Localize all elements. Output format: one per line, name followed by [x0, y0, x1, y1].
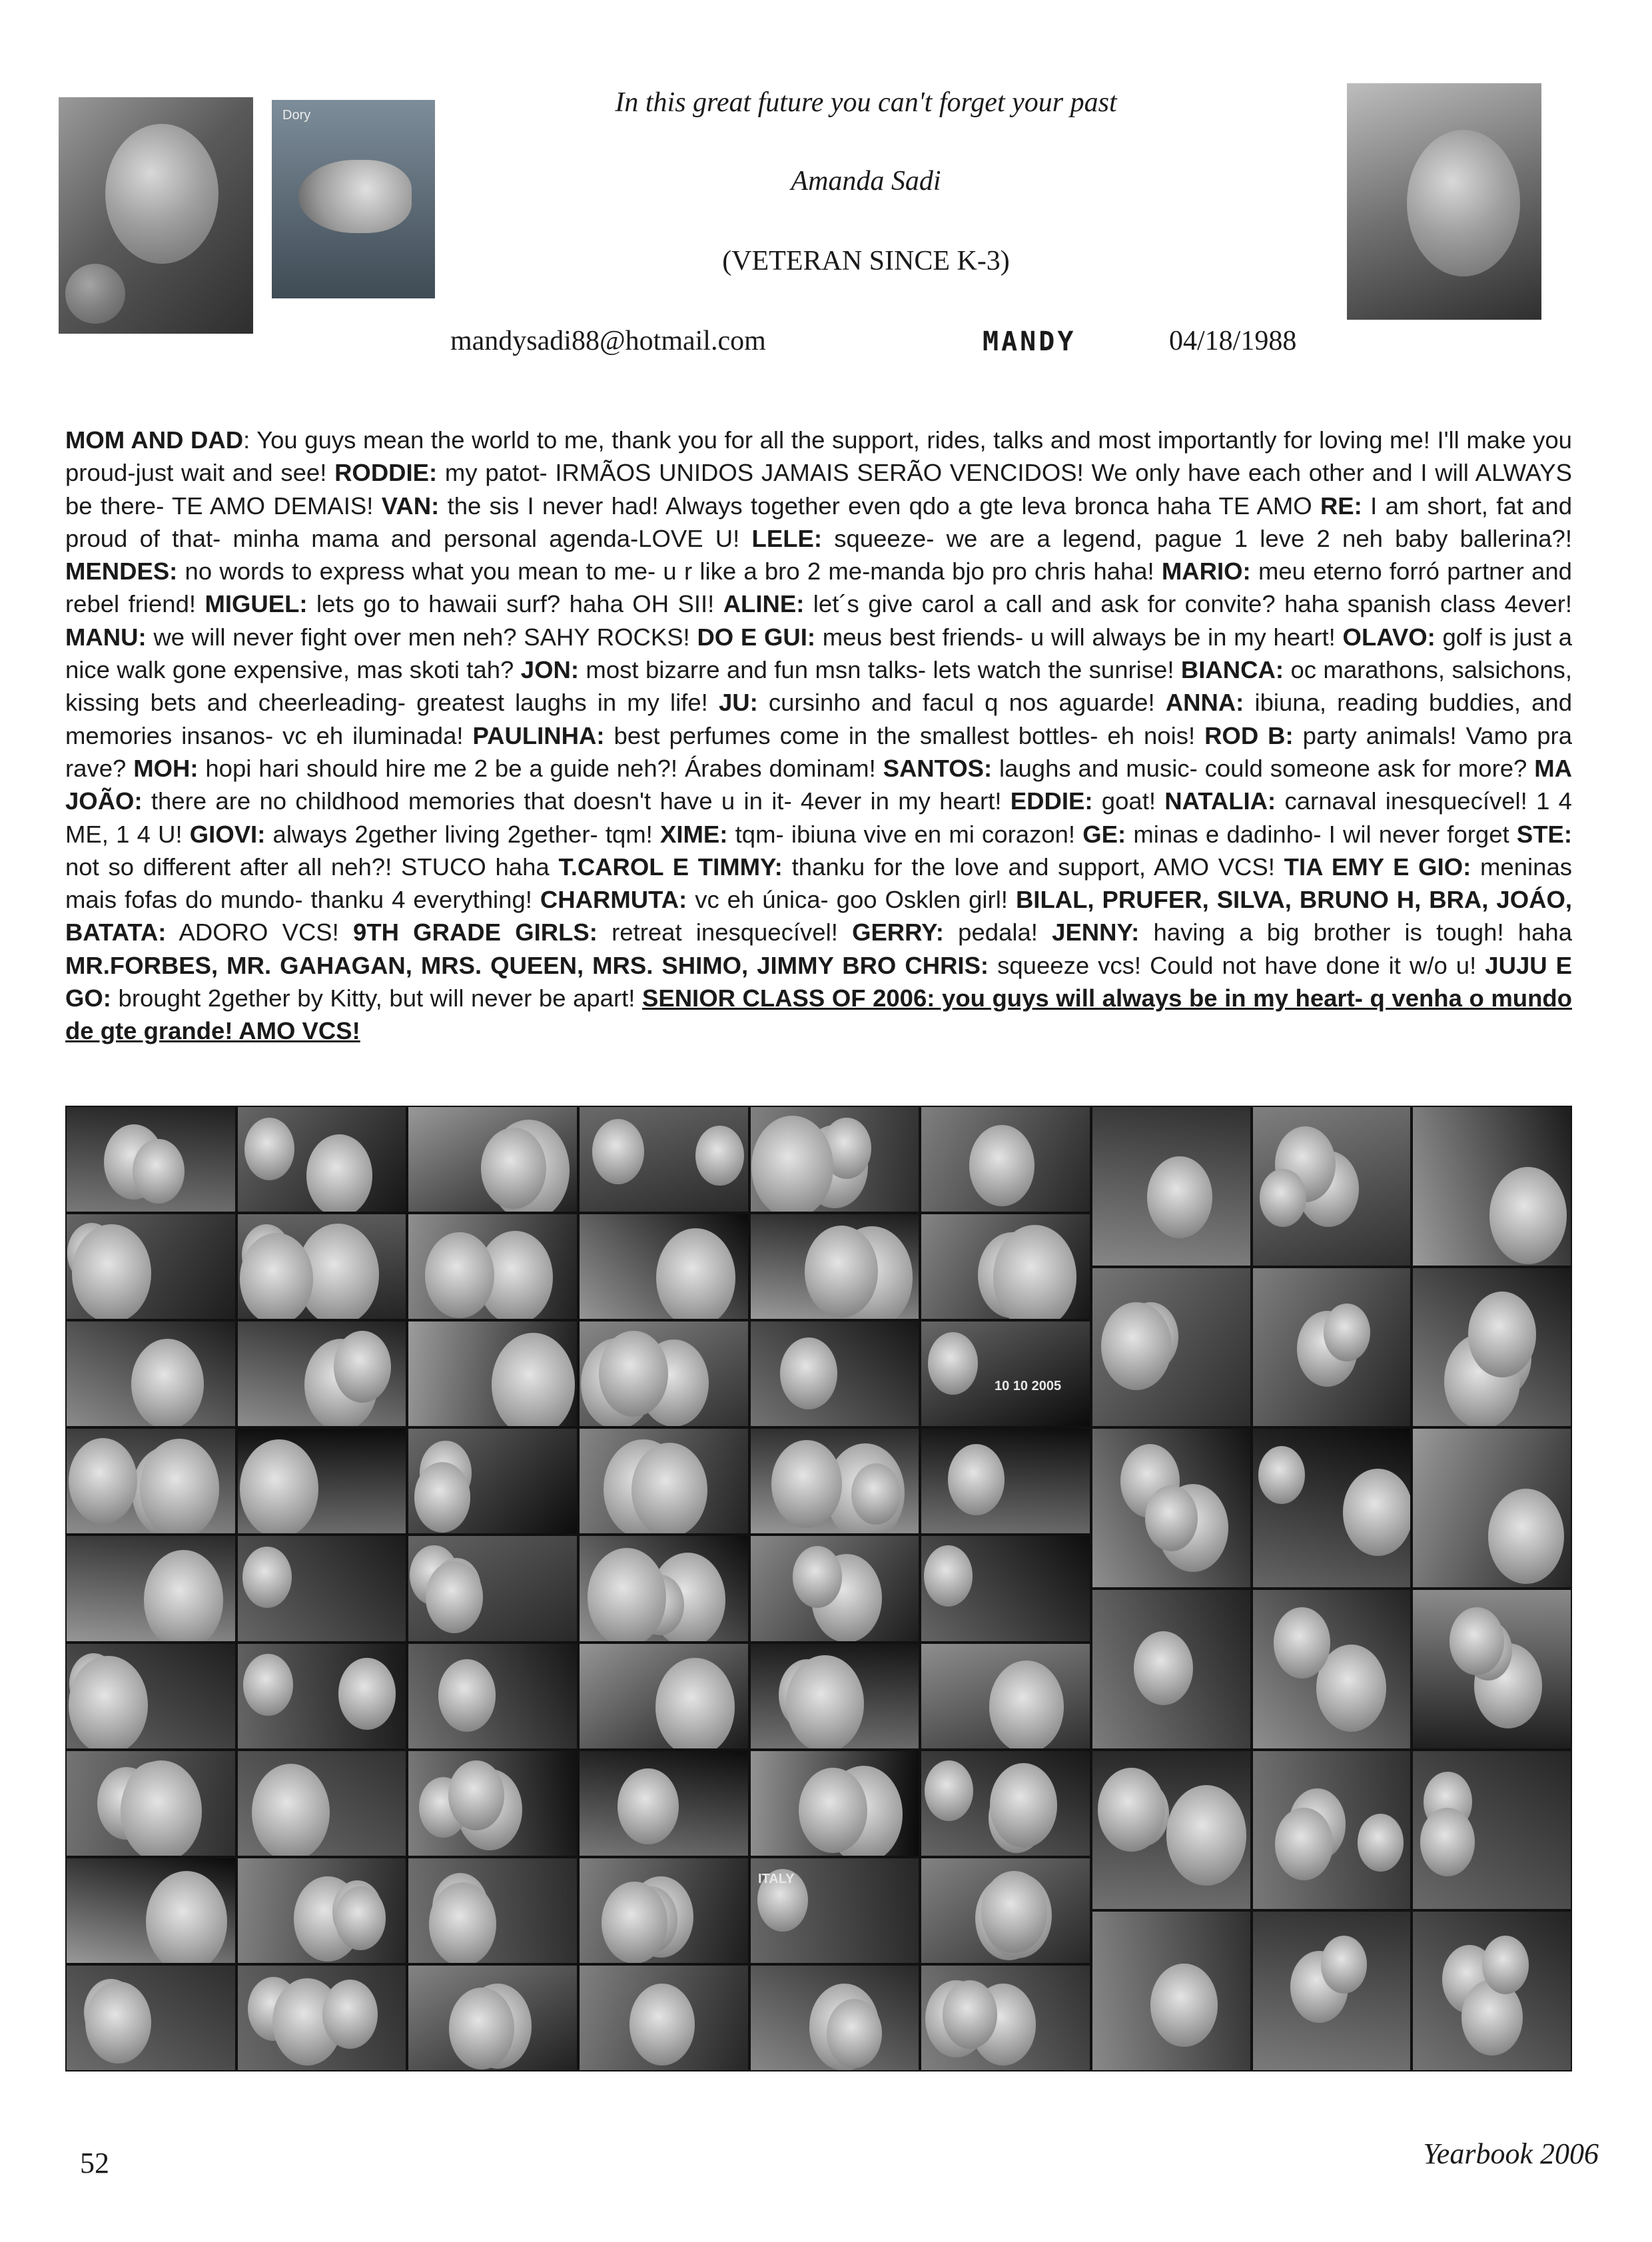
page-number: 52 [80, 2147, 109, 2179]
collage-face [799, 1768, 867, 1853]
message-text: I am short, fat and proud of that- minha mama and personal agenda-LOVE U! [65, 492, 1572, 552]
collage-photo [236, 1535, 408, 1642]
collage-face [121, 1760, 202, 1856]
collage-face [1275, 1808, 1333, 1880]
collage-face [1274, 1607, 1331, 1679]
collage-photo [1412, 1589, 1572, 1750]
collage-face [338, 1658, 396, 1729]
collage-photo [749, 1643, 921, 1750]
collage-face [618, 1768, 678, 1844]
collage-face [989, 1661, 1063, 1750]
veteran-note: (VETERAN SINCE K-3) [722, 246, 1010, 276]
collage-photo [920, 1964, 1091, 2071]
header-quote: In this great future you can't forget your past [615, 87, 1117, 118]
message-text: there are no childhood memories that doesn't have u in it- 4ever in my heart! [142, 787, 1011, 815]
message-text: minas e dadinho- I wil never forget [1126, 820, 1517, 848]
collage-photo [920, 1535, 1091, 1642]
collage-photo [1091, 1106, 1252, 1267]
collage-face [695, 1126, 743, 1186]
collage-face [631, 1443, 707, 1535]
message-text: ibiuna, reading buddies, and memories insanos- vc eh iluminada! [65, 689, 1572, 749]
collage-photo [920, 1320, 1091, 1427]
collage-face [981, 1871, 1046, 1953]
collage-face [655, 1658, 735, 1750]
collage-photo [407, 1535, 578, 1642]
collage-face [805, 1226, 878, 1317]
collage-photo [65, 1535, 236, 1642]
collage-photo [1252, 1750, 1412, 1911]
collage-photo [1412, 1106, 1572, 1267]
collage-face [1488, 1489, 1565, 1584]
collage-photo [578, 1427, 749, 1535]
message-name: CHARMUTA: [540, 886, 687, 914]
collage-face [629, 1984, 695, 2065]
collage-photo [749, 1106, 921, 1213]
collage-photo [1412, 1267, 1572, 1428]
message-text: we will never fight over men neh? SAHY ROCKS! [146, 623, 697, 651]
collage-photo [920, 1213, 1091, 1320]
collage-face [1489, 1167, 1567, 1264]
message-text: my patot- IRMÃOS UNIDOS JAMAIS SERÃO VENCIDOS! We only have each other and I will ALWAYS be there- TE AMO DEMAIS! [65, 459, 1572, 520]
message-name: ALINE: [723, 590, 805, 618]
collage-face [85, 1982, 151, 2063]
collage-photo [407, 1857, 578, 1964]
collage-photo [578, 1535, 749, 1642]
collage-photo [578, 1106, 749, 1213]
message-name: MR.FORBES, MR. GAHAGAN, MRS. QUEEN, MRS. SHIMO, JIMMY BRO CHRIS: [65, 951, 989, 979]
message-name: MA JOÃO: [65, 754, 1572, 815]
collage-face [592, 1119, 644, 1184]
message-text: most bizarre and fun msn talks- lets watch the sunrise! [578, 656, 1181, 684]
dedication-message [65, 424, 1572, 1090]
collage-photo [407, 1964, 578, 2071]
message-name: BIANCA: [1180, 656, 1284, 684]
collage-photo [1252, 1267, 1412, 1428]
collage-face [928, 1332, 978, 1395]
portrait-photo-left [59, 97, 253, 334]
collage-face [146, 1871, 227, 1964]
message-name: GE: [1082, 820, 1126, 848]
collage-face [334, 1331, 391, 1403]
collage-face [751, 1116, 833, 1213]
collage-photo [1091, 1589, 1252, 1750]
collage-photo [236, 1964, 408, 2071]
message-text: retreat inesquecível! [597, 919, 853, 946]
collage-face [786, 1655, 864, 1750]
collage-photo [65, 1643, 236, 1750]
collage-photo [65, 1213, 236, 1320]
message-name: STE: [1516, 820, 1572, 848]
collage-photo [407, 1106, 578, 1213]
collage-photo [1091, 1750, 1252, 1911]
collage-photo [236, 1213, 408, 1320]
collage-face [335, 1886, 386, 1950]
message-text: best perfumes come in the smallest bottles- eh nois! [604, 721, 1205, 749]
message-text: having a big brother is tough! haha [1139, 919, 1572, 946]
collage-face [448, 1760, 504, 1830]
collage-face [599, 1331, 667, 1417]
message-text: meus best friends- u will always be in my heart! [815, 623, 1343, 651]
message-text: ADORO VCS! [166, 919, 354, 946]
collage-face [322, 1980, 378, 2049]
collage-photo [1252, 1427, 1412, 1589]
collage-face [1324, 1304, 1370, 1361]
collage-photo [1252, 1589, 1412, 1750]
collage-photo [1091, 1267, 1252, 1428]
collage-face [252, 1764, 330, 1857]
collage-photo [920, 1106, 1091, 1213]
collage-photo [1091, 1910, 1252, 2071]
collage-face [242, 1547, 292, 1609]
dory-photo [272, 100, 435, 298]
portrait-photo-right [1347, 83, 1541, 320]
collage-face [969, 1125, 1034, 1206]
message-text: golf is just a nice walk gone expensive, mas skoti tah? [65, 623, 1572, 684]
collage-photo [749, 1964, 921, 2071]
collage-face [827, 1999, 882, 2068]
collage-face [1134, 1631, 1193, 1705]
message-text: the sis I never had! Always together even qdo a gte leva bronca haha TE AMO [439, 492, 1320, 520]
collage-face [72, 1224, 151, 1321]
message-name: MARIO: [1161, 558, 1251, 585]
collage-right-section [1091, 1106, 1572, 2071]
message-text: : You guys mean the world to me, thank you for all the support, rides, talks and most importantly for loving me! I'll make you proud-just wait and see! [65, 426, 1572, 487]
message-text: meu eterno forró partner and rebel friend! [65, 558, 1572, 618]
collage-photo [407, 1427, 578, 1535]
collage-photo [920, 1750, 1091, 1857]
message-text: cursinho and facul q nos aguarde! [757, 689, 1166, 717]
message-text: goat! [1092, 787, 1165, 815]
collage-face [438, 1659, 496, 1731]
collage-face [588, 1548, 667, 1642]
message-closing: SENIOR CLASS OF 2006: you guys will always be in my heart- q venha o mundo de gte grande! AMO VCS! [65, 984, 1572, 1045]
collage-photo [407, 1643, 578, 1750]
collage-face [1147, 1156, 1212, 1238]
collage-face [140, 1439, 220, 1535]
message-name: JENNY: [1052, 919, 1140, 946]
message-text: laughs and music- could someone ask for more? [992, 754, 1535, 782]
message-name: RODDIE: [334, 459, 438, 487]
message-name: DO E GUI: [697, 623, 816, 651]
collage-face [481, 1128, 546, 1209]
message-name: MIGUEL: [205, 590, 308, 618]
collage-photo [1091, 1427, 1252, 1589]
collage-face [925, 1760, 973, 1822]
collage-face [1166, 1785, 1246, 1885]
message-name: MOM AND DAD [65, 426, 244, 454]
collage-face [851, 1463, 901, 1525]
photo-collage [65, 1106, 1572, 2071]
collage-photo [407, 1750, 578, 1857]
message-name: JU: [718, 689, 758, 717]
collage-photo [236, 1320, 408, 1427]
collage-face [1321, 1936, 1367, 1993]
collage-photo [749, 1535, 921, 1642]
collage-left-section [65, 1106, 1091, 2071]
message-text: pedala! [943, 919, 1052, 946]
collage-photo [236, 1857, 408, 1964]
message-text: squeeze vcs! Could not have done it w/o u! [989, 951, 1485, 979]
collage-photo-label: ITALY [758, 1872, 795, 1886]
message-name: XIME: [660, 820, 728, 848]
message-name: GERRY: [852, 919, 944, 946]
message-name: EDDIE: [1010, 787, 1093, 815]
message-name: 9TH GRADE GIRLS: [353, 919, 598, 946]
collage-photo [65, 1320, 236, 1427]
message-text: oc marathons, salsichons, kissing bets and cheerleading- greatest laughs in my life! [65, 656, 1572, 717]
message-name: SANTOS: [883, 754, 993, 782]
collage-photo [749, 1427, 921, 1535]
collage-photo [578, 1320, 749, 1427]
message-text: tqm- ibiuna vive en mi corazon! [727, 820, 1083, 848]
student-name: Amanda Sadi [791, 166, 941, 196]
message-text: always 2gether living 2gether- tqm! [265, 820, 661, 848]
collage-face [240, 1233, 313, 1320]
collage-face [602, 1882, 667, 1964]
collage-face [69, 1438, 137, 1524]
collage-photo [578, 1213, 749, 1320]
message-text: squeeze- we are a legend, pague 1 leve 2 neh baby ballerina?! [821, 524, 1572, 552]
collage-photo [236, 1750, 408, 1857]
message-name: ANNA: [1165, 689, 1244, 717]
collage-photo [578, 1643, 749, 1750]
message-text: not so different after all neh?! STUCO haha [65, 853, 559, 881]
collage-photo [65, 1427, 236, 1535]
message-name: MOH: [133, 754, 199, 782]
collage-photo [920, 1427, 1091, 1535]
collage-photo [236, 1427, 408, 1535]
collage-photo [236, 1106, 408, 1213]
message-name: MENDES: [65, 558, 178, 585]
message-name: LELE: [751, 524, 822, 552]
collage-face [133, 1139, 185, 1204]
message-name: MANU: [65, 623, 147, 651]
collage-face [780, 1337, 837, 1409]
collage-face [425, 1232, 494, 1318]
message-name: ROD B: [1204, 721, 1294, 749]
message-name: NATALIA: [1164, 787, 1276, 815]
message-name: BILAL, PRUFER, SILVA, BRUNO H, BRA, JOÁO, BATATA: [65, 886, 1572, 946]
collage-photo [236, 1643, 408, 1750]
message-text: vc eh única- goo Osklen girl! [687, 886, 1016, 914]
message-text: party animals! Vamo pra rave? [65, 721, 1572, 782]
collage-face [306, 1134, 372, 1213]
message-name: OLAVO: [1342, 623, 1436, 651]
yearbook-title: Yearbook 2006 [1423, 2137, 1599, 2170]
collage-photo [920, 1643, 1091, 1750]
collage-photo [407, 1320, 578, 1427]
collage-face [1098, 1768, 1164, 1851]
collage-face [426, 1561, 484, 1633]
message-text: brought 2gether by Kitty, but will never be apart! [111, 984, 642, 1012]
message-name: PAULINHA: [472, 721, 605, 749]
student-nickname: MANDY [983, 326, 1076, 357]
collage-photo [1412, 1750, 1572, 1911]
collage-photo-label: 10 10 2005 [995, 1379, 1062, 1393]
collage-photo [1412, 1910, 1572, 2071]
collage-face [990, 1763, 1057, 1847]
collage-photo [920, 1857, 1091, 1964]
collage-face [144, 1550, 224, 1642]
collage-photo [749, 1750, 921, 1857]
collage-photo [578, 1964, 749, 2071]
collage-photo [65, 1964, 236, 2071]
collage-photo [65, 1106, 236, 1213]
collage-face [131, 1339, 204, 1427]
message-name: T.CAROL E TIMMY: [558, 853, 783, 881]
collage-face [414, 1462, 471, 1533]
collage-face [1101, 1302, 1172, 1390]
message-name: JON: [520, 656, 579, 684]
message-text: let´s give carol a call and ask for convite? haha spanish class 4ever! [804, 590, 1572, 618]
collage-face [1343, 1469, 1412, 1556]
student-email: mandysadi88@hotmail.com [450, 326, 766, 356]
collage-face [993, 1225, 1076, 1320]
collage-photo [749, 1213, 921, 1320]
collage-face [1358, 1814, 1404, 1871]
collage-photo [407, 1213, 578, 1320]
message-name: GIOVI: [189, 820, 266, 848]
message-name: JUJU E GO: [65, 951, 1572, 1012]
message-name: RE: [1320, 492, 1362, 520]
message-text: meninas mais fofas do mundo- thanku 4 everything! [65, 853, 1572, 914]
collage-face [429, 1882, 496, 1964]
collage-face [1260, 1169, 1306, 1227]
collage-face [1150, 1964, 1217, 2047]
collage-photo [1252, 1910, 1412, 2071]
collage-face [948, 1444, 1005, 1515]
collage-face [943, 1980, 997, 2048]
student-birthdate: 04/18/1988 [1169, 326, 1297, 356]
collage-face [1468, 1292, 1536, 1377]
collage-face [656, 1228, 735, 1320]
collage-face [492, 1333, 575, 1428]
message-name: TIA EMY E GIO: [1284, 853, 1471, 881]
message-text: lets go to hawaii surf? haha OH SII! [307, 590, 723, 618]
collage-face [1482, 1936, 1529, 1994]
collage-photo [578, 1857, 749, 1964]
collage-face [240, 1439, 318, 1535]
message-name: VAN: [381, 492, 440, 520]
collage-face [1145, 1485, 1198, 1551]
collage-face [243, 1654, 293, 1716]
collage-face [449, 1988, 514, 2069]
collage-photo [65, 1857, 236, 1964]
collage-face [924, 1545, 973, 1606]
collage-photo [1252, 1106, 1412, 1267]
message-text: thanku for the love and support, AMO VCS! [782, 853, 1284, 881]
collage-face [1258, 1446, 1305, 1504]
collage-photo [1412, 1427, 1572, 1589]
dory-label: Dory [282, 108, 311, 123]
collage-face [244, 1118, 294, 1180]
collage-face [793, 1546, 843, 1608]
message-text: hopi hari should hire me 2 be a guide neh?! Árabes dominam! [198, 754, 883, 782]
message-text: carnaval inesquecível! 1 4 ME, 1 4 U! [65, 787, 1572, 848]
collage-photo [578, 1750, 749, 1857]
collage-photo [65, 1750, 236, 1857]
collage-face [69, 1656, 148, 1750]
collage-photo [749, 1320, 921, 1427]
collage-face [1420, 1808, 1475, 1876]
message-text: no words to express what you mean to me- u r like a bro 2 me-manda bjo pro chris haha! [177, 558, 1162, 585]
collage-face [771, 1440, 842, 1529]
